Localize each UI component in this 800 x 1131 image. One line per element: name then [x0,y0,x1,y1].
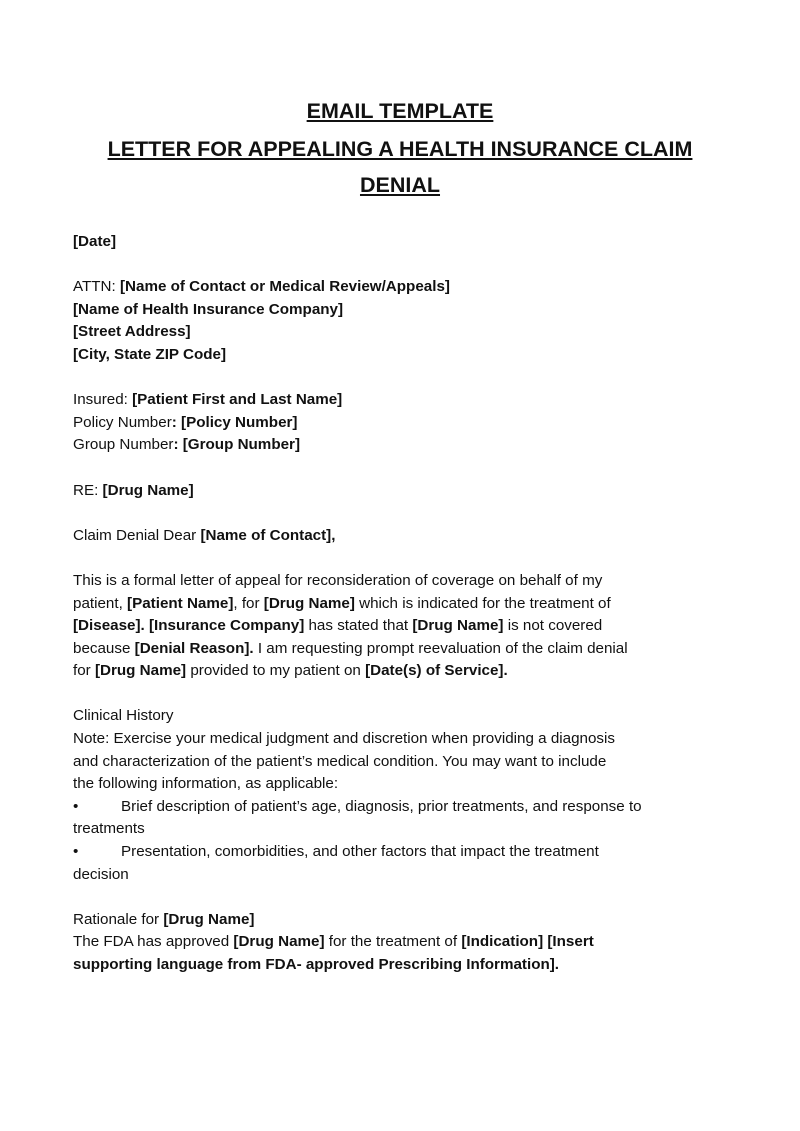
p1-l4-c: I am requesting prompt reevaluation of the claim denial [253,639,628,657]
p1-l5-b: [Drug Name] [94,662,187,680]
group-colon: : [173,436,183,454]
bullet-item-1 [73,796,738,819]
re-line [73,480,738,503]
city-line [73,344,738,367]
company-line [73,299,738,322]
salutation-line [73,525,738,548]
clinical-note-line1: Note: Exercise your medical judgment and discretion when providing a diagnosis [73,730,615,748]
policy-value: [Policy Number] [181,413,298,431]
rationale-l1-c: for the treatment of [324,933,462,951]
rationale-drug: [Drug Name] [163,910,255,928]
p1-l3-d: is not covered [503,617,603,635]
bullet-item-1-cont: treatments [73,820,145,838]
clinical-note-line3: the following information, as applicable: [73,775,339,793]
group-value: [Group Number] [182,436,301,454]
p1-l2-c: , for [233,594,264,612]
attn-line [73,276,738,299]
clinical-note-line2: and characterization of the patient’s medical condition. You may want to include [73,752,607,770]
rationale-l2: supporting language from FDA- approved Prescribing Information]. [73,956,560,973]
p1-l5-d: [Date(s) of Service]. [365,662,508,680]
title-line-3: DENIAL [359,173,441,197]
p1-l1-text: This is a formal letter of appeal for reconsideration of coverage on behalf of my [73,571,603,589]
p1-l2-e: which is indicated for the treatment of [354,594,611,612]
bullet-icon: • [73,797,79,815]
attn-contact: [Name of Contact or Medical Review/Appeals] [119,278,450,296]
p1-l3-a: [Disease]. [Insurance Company] [73,617,305,635]
salutation-prefix: Claim Denial Dear [73,526,201,544]
paragraph1-line4 [73,638,738,661]
group-line [73,434,738,457]
salutation-suffix: , [331,526,336,544]
insured-value: [Patient First and Last Name] [132,391,343,409]
re-label: RE: [73,481,103,499]
rationale-l1-a: The FDA has approved [73,933,234,951]
rationale-line1 [73,931,738,954]
rationale-l1-b: [Drug Name] [233,933,325,951]
paragraph1-line1 [73,570,738,593]
rationale-heading [73,909,738,932]
insured-line [73,389,738,412]
clinical-heading: Clinical History [73,707,174,725]
salutation-contact: [Name of Contact] [200,526,332,544]
bullet2-text: Presentation, comorbidities, and other factors that impact the treatment [121,843,599,861]
bullet-item-2 [73,841,738,864]
p1-l3-b: has stated that [304,617,413,635]
letter-body [73,231,738,977]
bullet1-text: Brief description of patient’s age, diagnosis, prior treatments, and response to [121,797,642,815]
bullet-icon: • [73,843,79,861]
p1-l2-a: patient, [73,594,128,612]
attn-label: ATTN: [73,278,120,296]
street-line [73,321,738,344]
re-value: [Drug Name] [102,481,194,499]
policy-label: Policy Number [73,413,172,431]
rationale-l1-d: [Indication] [Insert [461,933,594,951]
p1-l5-a: for [73,662,95,680]
policy-colon: : [171,413,182,431]
paragraph1-line2 [73,593,738,616]
company-placeholder: [Name of Health Insurance Company] [73,300,344,318]
paragraph1-line5 [73,660,738,683]
date-line [73,231,738,254]
date-placeholder: [Date] [73,233,117,250]
p1-l5-c: provided to my patient on [186,662,366,680]
p1-l4-a: because [73,639,135,657]
policy-line [73,412,738,435]
p1-l2-b: [Patient Name] [127,594,234,612]
p1-l4-b: [Denial Reason]. [134,639,254,657]
city-placeholder: [City, State ZIP Code] [73,345,227,363]
bullet-item-2-cont: decision [73,865,129,883]
paragraph1-line3 [73,615,738,638]
title-line-2: LETTER FOR APPEALING A HEALTH INSURANCE CLAIM [107,137,693,161]
insured-label: Insured: [73,391,133,409]
title-line-1: EMAIL TEMPLATE [306,99,494,123]
group-label: Group Number [73,436,174,454]
street-placeholder: [Street Address] [73,323,191,341]
p1-l2-d: [Drug Name] [263,594,355,612]
rationale-line2 [73,954,738,977]
rationale-prefix: Rationale for [73,910,164,928]
p1-l3-c: [Drug Name] [412,617,504,635]
